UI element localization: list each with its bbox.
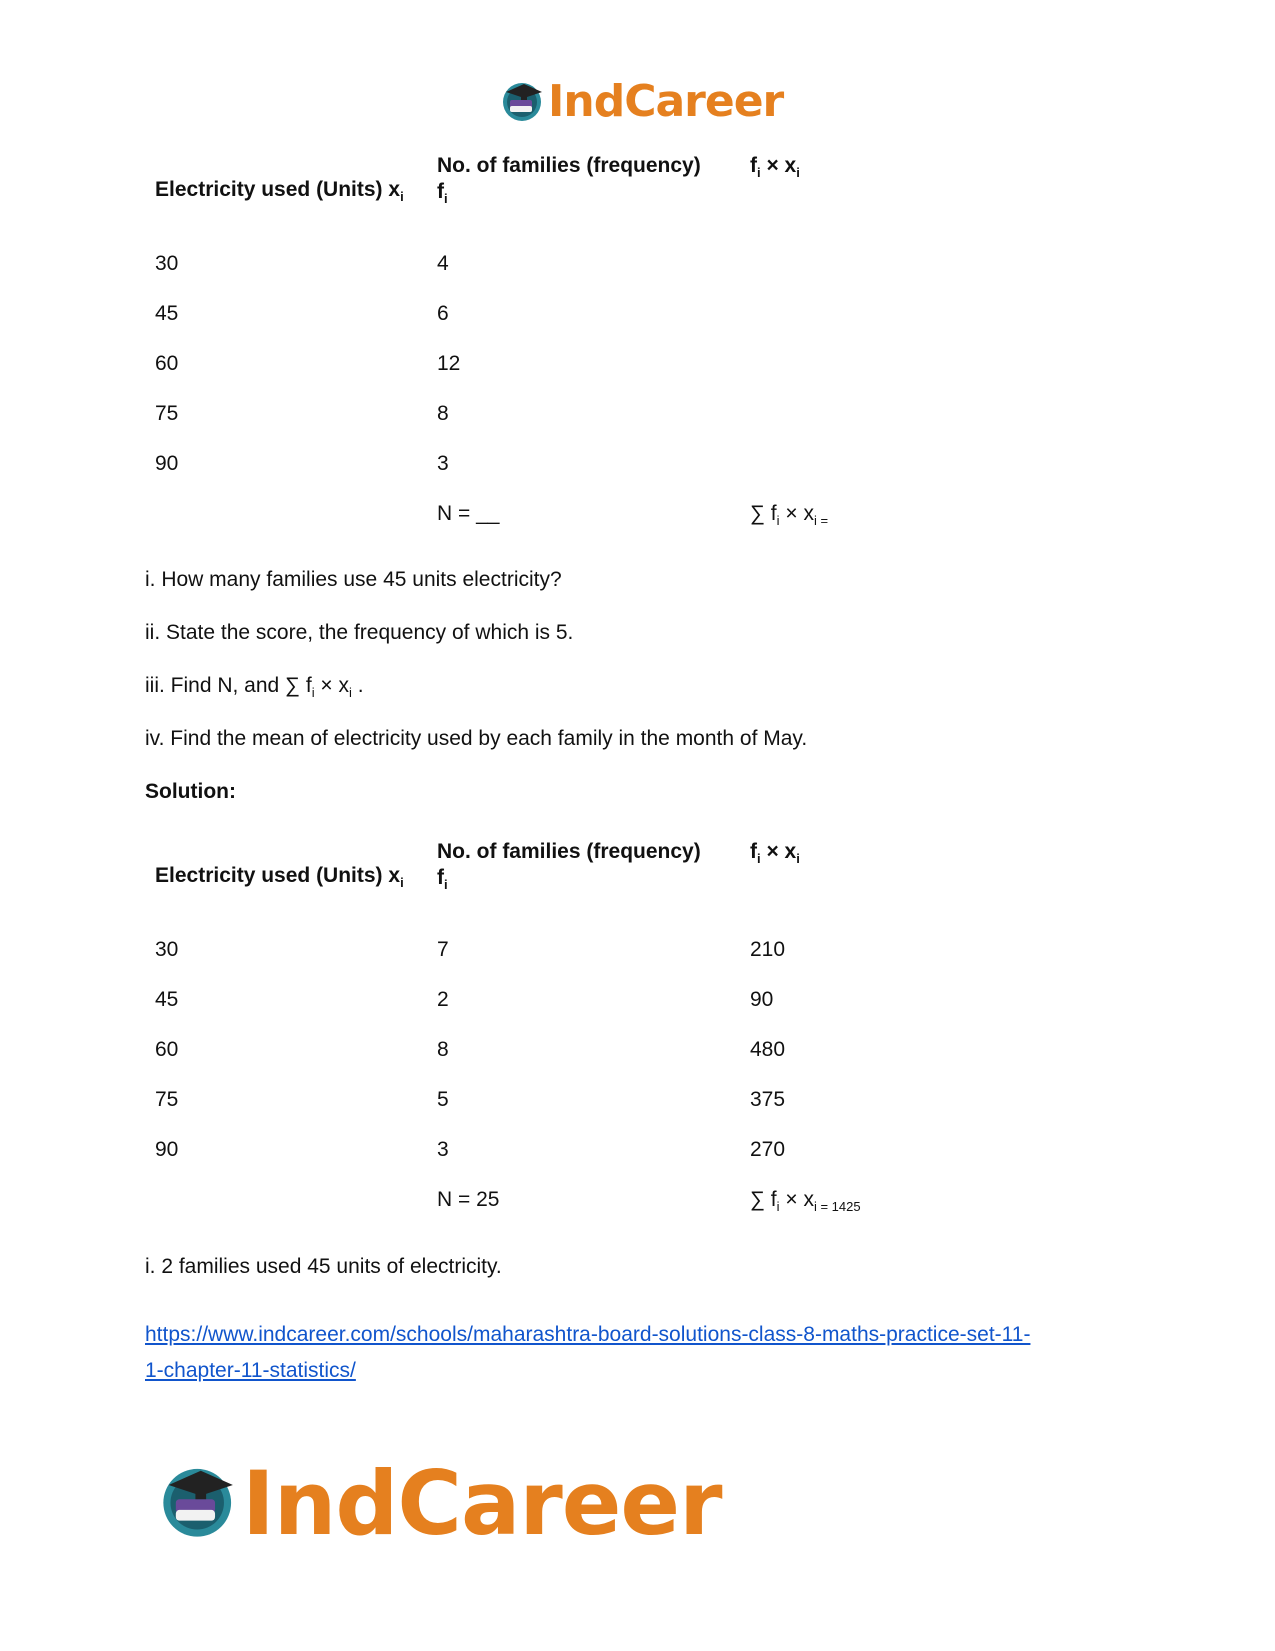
table1-row-0-x: 30: [155, 252, 179, 275]
table2-row-4-f: 3: [437, 1138, 449, 1161]
source-link-line1: https://www.indcareer.com/schools/maharashtra-board-solutions-class-8-maths-practice-set-11-: [145, 1323, 1031, 1346]
table2-row-2-x: 60: [155, 1038, 179, 1061]
table1-row-2-f: 12: [437, 352, 461, 375]
question-3: iii. Find N, and ∑ $f_i \times x_i$ .: [145, 674, 364, 701]
table1-row-0-f: 4: [437, 252, 449, 275]
table2-row-0-f: 7: [437, 938, 449, 961]
table2-row-0-x: 30: [155, 938, 179, 961]
table1-header-product: $f_i \times x_i$: [750, 154, 800, 181]
table2-total-sum: ∑ $f_i \times x_{i = 1425}$: [750, 1188, 861, 1215]
table2-row-4-x: 90: [155, 1138, 179, 1161]
table2-header-units: Electricity used (Units) $x_i$: [155, 864, 404, 891]
graduation-book-icon: [500, 78, 546, 124]
question-1: i. How many families use 45 units electricity?: [145, 568, 562, 591]
table2-row-3-x: 75: [155, 1088, 179, 1111]
table2-row-1-fx: 90: [750, 988, 774, 1011]
table1-total-sum: ∑ $f_i \times x_{i =}$: [750, 502, 829, 529]
table2-row-3-f: 5: [437, 1088, 449, 1111]
table1-row-3-f: 8: [437, 402, 449, 425]
answer-1: i. 2 families used 45 units of electricity.: [145, 1255, 502, 1278]
table2-row-2-fx: 480: [750, 1038, 786, 1061]
source-link[interactable]: [145, 1317, 1030, 1389]
table2-header-product: $f_i \times x_i$: [750, 840, 800, 867]
table2-total-n: N = 25: [437, 1188, 500, 1211]
brand-logo-bottom: [158, 1452, 722, 1555]
question-2: ii. State the score, the frequency of which is 5.: [145, 621, 574, 644]
table1-row-1-f: 6: [437, 302, 449, 325]
solution-heading: Solution:: [145, 780, 236, 803]
table2-row-4-fx: 270: [750, 1138, 786, 1161]
table1-row-4-x: 90: [155, 452, 179, 475]
table2-header-frequency: No. of families (frequency) $f_i$: [437, 840, 701, 893]
table2-row-1-f: 2: [437, 988, 449, 1011]
table2-row-2-f: 8: [437, 1038, 449, 1061]
table1-row-1-x: 45: [155, 302, 179, 325]
table1-header-frequency: No. of families (frequency) $f_i$: [437, 154, 701, 207]
brand-logo-top: [500, 76, 784, 128]
table1-row-2-x: 60: [155, 352, 179, 375]
table1-total-n: N = __: [437, 502, 500, 525]
table1-row-4-f: 3: [437, 452, 449, 475]
table2-row-3-fx: 375: [750, 1088, 786, 1111]
table2-row-1-x: 45: [155, 988, 179, 1011]
question-4: iv. Find the mean of electricity used by each family in the month of May.: [145, 727, 808, 750]
graduation-book-icon: [158, 1460, 240, 1542]
table1-header-units: Electricity used (Units) $x_i$: [155, 178, 404, 205]
table2-row-0-fx: 210: [750, 938, 786, 961]
brand-name: IndCareer: [548, 76, 784, 127]
source-link-line2: 1-chapter-11-statistics/: [145, 1359, 356, 1382]
brand-name: IndCareer: [242, 1452, 722, 1555]
table1-row-3-x: 75: [155, 402, 179, 425]
